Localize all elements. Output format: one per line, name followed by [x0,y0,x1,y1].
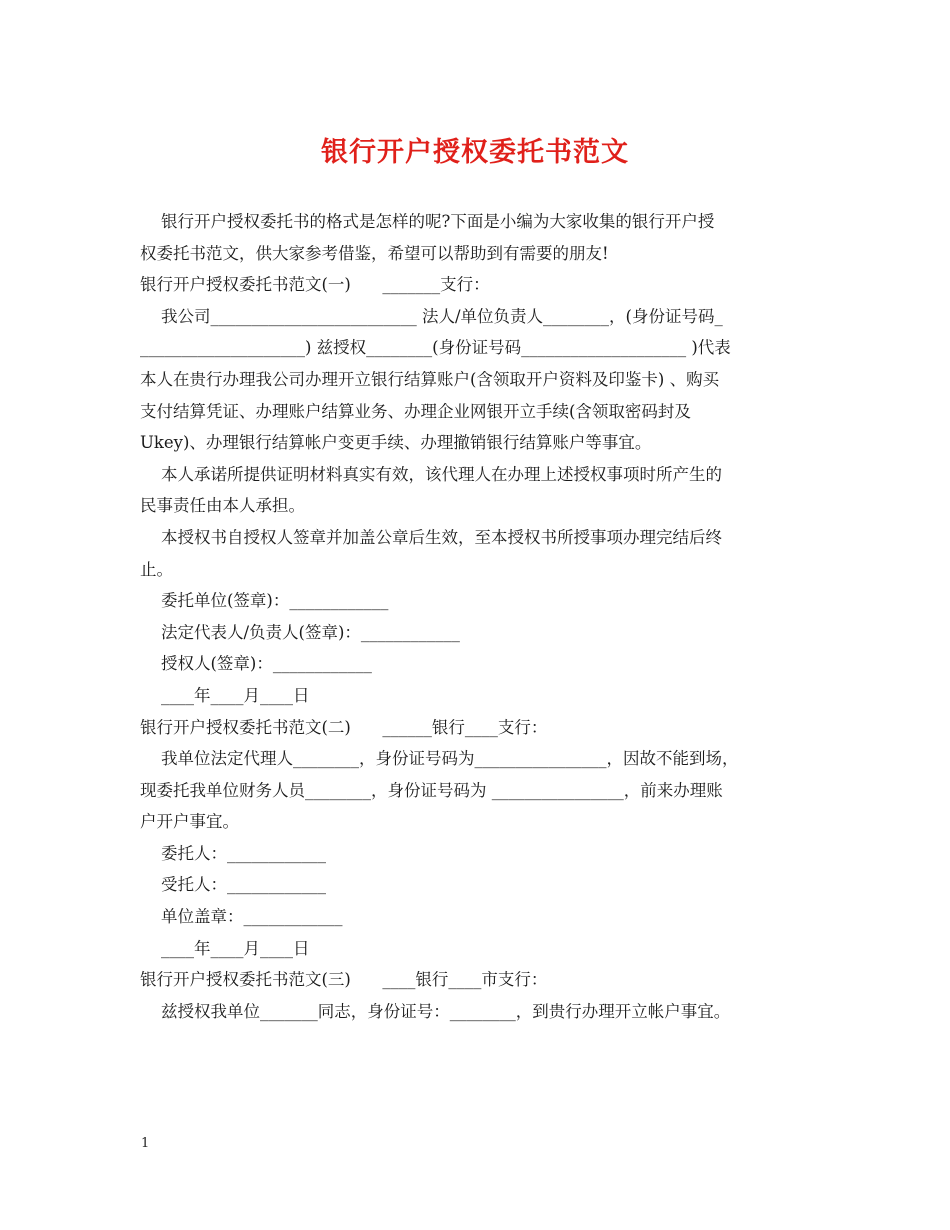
text-line: 我单位法定代理人________，身份证号码为________________，因故不能到场， [140,749,739,769]
text-line: 本授权书自授权人签章并加盖公章后生效，至本授权书所授事项办理完结后终 [140,527,722,547]
text-line: 现委托我单位财务人员________，身份证号码为 ________________，前来办理账 [140,780,723,800]
document-body [140,206,830,1027]
text-line: 受托人：____________ [140,875,326,895]
text-line: 兹授权我单位_______同志，身份证号：________，到贵行办理开立帐户事宜。 [140,1001,731,1021]
text-line: Ukey)、办理银行结算帐户变更手续、办理撤销银行结算账户等事宜。 [140,433,652,453]
text-line: 委托人：____________ [140,843,326,863]
text-line: 户开户事宜。 [140,812,239,832]
text-line: 法定代表人/负责人(签章)：____________ [140,622,460,642]
text-line: ____年____月____日 [140,938,310,958]
document-title: 银行开户授权委托书范文 [321,137,629,168]
text-line: 支付结算凭证、办理账户结算业务、办理企业网银开立手续(含领取密码封及 [140,401,691,421]
text-line: ____年____月____日 [140,685,310,705]
text-line: 民事责任由本人承担。 [140,496,305,516]
text-line: 银行开户授权委托书范文(一) _______支行： [140,275,490,295]
text-line: 本人在贵行办理我公司办理开立银行结算账户(含领取开户资料及印鉴卡) 、购买 [140,369,720,389]
text-line: 委托单位(签章)：____________ [140,591,389,611]
text-line: 授权人(签章)：____________ [140,654,372,674]
text-line: 银行开户授权委托书范文(二) ______银行____支行： [140,717,548,737]
text-line: 我公司_________________________ 法人/单位负责人________，(身份证号码_ [140,306,723,326]
text-line: 权委托书范文，供大家参考借鉴，希望可以帮助到有需要的朋友! [140,243,609,263]
text-line: 本人承诺所提供证明材料真实有效，该代理人在办理上述授权事项时所产生的 [140,464,722,484]
page-number: 1 [141,1136,150,1151]
text-line: ____________________) 兹授权________(身份证号码____________________ )代表 [140,338,731,358]
text-line: 止。 [140,559,173,579]
text-line: 银行开户授权委托书的格式是怎样的呢?下面是小编为大家收集的银行开户授 [140,212,715,231]
text-line: 单位盖章：____________ [140,907,343,927]
text-line: 银行开户授权委托书范文(三) ____银行____市支行： [140,970,548,990]
